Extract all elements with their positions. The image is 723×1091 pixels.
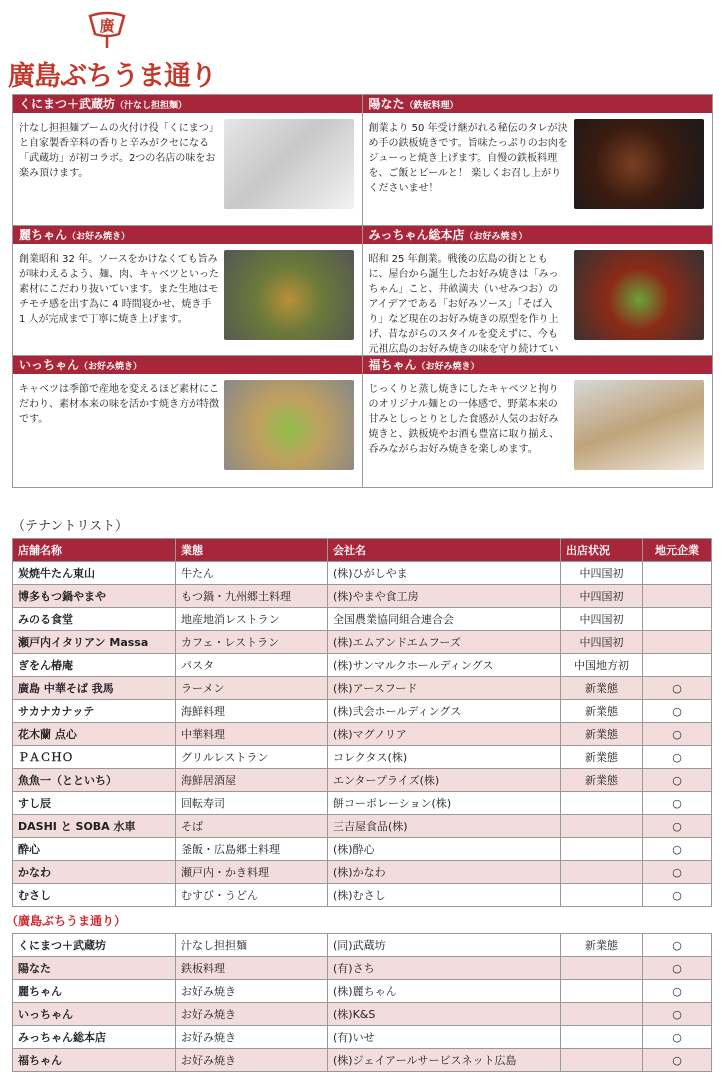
table-row — [13, 677, 712, 700]
table-header-row — [13, 539, 712, 562]
logo — [8, 8, 216, 92]
table-row — [13, 723, 712, 746]
cell-shop-name: むさし — [13, 884, 176, 907]
cell-shop-name: 炭焼牛たん東山 — [13, 562, 176, 585]
cell-category: 回転寿司 — [176, 792, 328, 815]
header-company: 会社名 — [328, 539, 561, 562]
cell-shop-name: 瀬戸内イタリアン Massa — [13, 631, 176, 654]
table-row — [13, 1049, 712, 1072]
table-row — [13, 884, 712, 907]
shop-header — [363, 226, 713, 244]
shop-card — [13, 226, 363, 357]
cell-category: 汁なし担担麺 — [176, 934, 328, 957]
cell-company: (株)酔心 — [328, 838, 561, 861]
cell-company: 全国農業協同組合連合会 — [328, 608, 561, 631]
cell-shop-name: DASHI と SOBA 水車 — [13, 815, 176, 838]
cell-local: ○ — [643, 792, 712, 815]
shop-description: じっくりと蒸し焼きにしたキャベツと拘りのオリジナル麺との一体感で、野菜本来の甘みとしっとりとした食感が人気のお好み焼きと、鉄板焼やお酒も豊富に取り揃え、呑みながらお好み焼きを楽しめます。 — [368, 384, 560, 456]
shop-name: 福ちゃん — [368, 358, 417, 373]
cell-local: ○ — [643, 934, 712, 957]
cell-local: ○ — [643, 677, 712, 700]
shop-description: キャベツは季節で産地を変えるほど素材にこだわり、素材本来の味を活かす焼き方が特徴です。 — [19, 384, 219, 426]
cell-status: 新業態 — [561, 700, 643, 723]
cell-company: (株)麗ちゃん — [328, 980, 561, 1003]
shop-description: 汁なし担担麺ブームの火付け役「くにまつ」と自家製香辛料の香りと辛みがクセになる「武蔵坊」が初コラボ。2つの名店の味をお楽み頂けます。 — [19, 123, 219, 179]
cell-category: パスタ — [176, 654, 328, 677]
table-row — [13, 861, 712, 884]
table-row — [13, 1003, 712, 1026]
cell-company: (株)やまや食工房 — [328, 585, 561, 608]
cell-category: お好み焼き — [176, 1049, 328, 1072]
tenant-list-title: （テナントリスト） — [12, 519, 129, 534]
cell-status: 新業態 — [561, 769, 643, 792]
cell-local — [643, 608, 712, 631]
cell-company: (株)マグノリア — [328, 723, 561, 746]
table-row — [13, 700, 712, 723]
shop-card — [13, 356, 363, 487]
shop-card — [363, 226, 713, 357]
shop-name: みっちゃん総本店 — [368, 227, 465, 242]
cell-company: (株)サンマルクホールディングス — [328, 654, 561, 677]
shop-photo-okonomiyaki — [574, 250, 704, 340]
cell-shop-name: 廣島 中華そば 我馬 — [13, 677, 176, 700]
cell-shop-name: ぎをん椿庵 — [13, 654, 176, 677]
cell-company: (株)K&S — [328, 1003, 561, 1026]
cell-status: 中四国初 — [561, 608, 643, 631]
table-row — [13, 1026, 712, 1049]
shop-header — [13, 356, 362, 374]
cell-status — [561, 792, 643, 815]
cell-local: ○ — [643, 838, 712, 861]
cell-category: 牛たん — [176, 562, 328, 585]
cell-shop-name: ＰＡＣＨＯ — [13, 746, 176, 769]
shop-category: （汁なし担担麺） — [115, 101, 188, 111]
cell-status: 中四国初 — [561, 585, 643, 608]
table-row — [13, 957, 712, 980]
header-shop-name: 店舗名称 — [13, 539, 176, 562]
logo-emblem-char: 廣 — [99, 17, 115, 35]
shop-photo-restaurant-counter — [574, 380, 704, 470]
cell-status — [561, 838, 643, 861]
cell-shop-name: 陽なた — [13, 957, 176, 980]
cell-status: 新業態 — [561, 934, 643, 957]
cell-shop-name: すし辰 — [13, 792, 176, 815]
shop-photo-okonomiyaki — [224, 380, 354, 470]
cell-company: (株)かなわ — [328, 861, 561, 884]
table-row — [13, 562, 712, 585]
shop-header — [363, 356, 713, 374]
shop-card — [363, 95, 713, 226]
logo-title: 廣島ぶちうま通り — [8, 61, 216, 92]
shop-photo-steak — [574, 119, 704, 209]
table-row — [13, 838, 712, 861]
cell-category: 釜飯・広島郷土料理 — [176, 838, 328, 861]
cell-company: 三吉屋食品(株) — [328, 815, 561, 838]
cell-company: エンタープライズ(株) — [328, 769, 561, 792]
shop-grid — [12, 94, 713, 488]
shop-header — [13, 95, 362, 113]
header-status: 出店状況 — [561, 539, 643, 562]
shop-header — [363, 95, 713, 113]
table-row — [13, 769, 712, 792]
cell-local: ○ — [643, 957, 712, 980]
cell-company: (株)ひがしやま — [328, 562, 561, 585]
cell-shop-name: 麗ちゃん — [13, 980, 176, 1003]
cell-shop-name: みのる食堂 — [13, 608, 176, 631]
cell-local: ○ — [643, 700, 712, 723]
cell-category: もつ鍋・九州郷土料理 — [176, 585, 328, 608]
shop-card — [363, 356, 713, 487]
cell-company: 餅コーポレーション(株) — [328, 792, 561, 815]
cell-local: ○ — [643, 884, 712, 907]
table-row — [13, 654, 712, 677]
cell-shop-name: くにまつ＋武蔵坊 — [13, 934, 176, 957]
shop-photo-okonomiyaki — [224, 250, 354, 340]
shop-description: 創業より 50 年受け継がれる秘伝のタレが決め手の鉄板焼きです。旨味たっぷりのお肉をジューっと焼き上げます。自慢の鉄板料理を、ご飯とビールと！ 楽しくお召し上がりくださいませ！ — [368, 123, 568, 194]
header-category: 業態 — [176, 539, 328, 562]
cell-category: そば — [176, 815, 328, 838]
table-row — [13, 934, 712, 957]
cell-category: カフェ・レストラン — [176, 631, 328, 654]
cell-status — [561, 957, 643, 980]
cell-company: (株)むさし — [328, 884, 561, 907]
cell-shop-name: 魚魚一（とといち） — [13, 769, 176, 792]
cell-status — [561, 861, 643, 884]
table-row — [13, 815, 712, 838]
cell-status: 新業態 — [561, 723, 643, 746]
cell-company: (株)弐会ホールディングス — [328, 700, 561, 723]
cell-company: (株)ジェイアールサービスネット広島 — [328, 1049, 561, 1072]
cell-local: ○ — [643, 815, 712, 838]
tenant-table — [12, 538, 712, 907]
shop-card — [13, 95, 363, 226]
cell-status — [561, 980, 643, 1003]
logo-emblem-icon — [86, 8, 128, 50]
cell-shop-name: 博多もつ鍋やまや — [13, 585, 176, 608]
cell-local: ○ — [643, 769, 712, 792]
shop-category: （鉄板料理） — [404, 101, 459, 111]
shop-description: 創業昭和 32 年。ソースをかけなくても旨みが味わえるよう、麺、肉、キャベツといった素材にこだわり抜いています。また生地はモチモチ感を出す為に 4 時間寝かせ、焼き手 1 人が完成まで丁寧に焼き上げます。 — [19, 253, 219, 325]
table-row — [13, 585, 712, 608]
cell-local — [643, 654, 712, 677]
table-row — [13, 608, 712, 631]
shop-category: （お好み焼き） — [464, 231, 528, 242]
table-row — [13, 792, 712, 815]
cell-status — [561, 1026, 643, 1049]
cell-status: 中四国初 — [561, 562, 643, 585]
shop-name: いっちゃん — [19, 358, 80, 373]
table-row — [13, 980, 712, 1003]
cell-status: 中国地方初 — [561, 654, 643, 677]
shop-name: 麗ちゃん — [19, 227, 68, 242]
cell-status: 中四国初 — [561, 631, 643, 654]
cell-status: 新業態 — [561, 677, 643, 700]
cell-category: 瀬戸内・かき料理 — [176, 861, 328, 884]
shop-photo-store-front — [224, 119, 354, 209]
buchiuma-list-title: （廣島ぶちうま通り） — [6, 914, 127, 928]
cell-category: 鉄板料理 — [176, 957, 328, 980]
shop-category: （お好み焼き） — [416, 362, 480, 373]
cell-category: お好み焼き — [176, 1003, 328, 1026]
cell-shop-name: いっちゃん — [13, 1003, 176, 1026]
shop-header — [13, 226, 362, 244]
shop-category: （お好み焼き） — [67, 231, 131, 242]
table-row — [13, 631, 712, 654]
buchiuma-table — [12, 933, 712, 1072]
cell-category: お好み焼き — [176, 1026, 328, 1049]
cell-local — [643, 585, 712, 608]
cell-shop-name: 福ちゃん — [13, 1049, 176, 1072]
cell-company: (有)いせ — [328, 1026, 561, 1049]
cell-local — [643, 631, 712, 654]
cell-category: お好み焼き — [176, 980, 328, 1003]
cell-status — [561, 815, 643, 838]
cell-status — [561, 1049, 643, 1072]
cell-company: (同)武蔵坊 — [328, 934, 561, 957]
cell-category: 地産地消レストラン — [176, 608, 328, 631]
cell-category: 海鮮居酒屋 — [176, 769, 328, 792]
cell-company: コレクタス(株) — [328, 746, 561, 769]
cell-company: (有)さち — [328, 957, 561, 980]
cell-status — [561, 1003, 643, 1026]
header-local: 地元企業 — [643, 539, 712, 562]
shop-name: くにまつ＋武蔵坊 — [19, 97, 116, 111]
cell-local: ○ — [643, 723, 712, 746]
table-row — [13, 746, 712, 769]
cell-local: ○ — [643, 1049, 712, 1072]
cell-shop-name: みっちゃん総本店 — [13, 1026, 176, 1049]
cell-local: ○ — [643, 861, 712, 884]
cell-local: ○ — [643, 980, 712, 1003]
cell-shop-name: 花木蘭 点心 — [13, 723, 176, 746]
cell-local: ○ — [643, 1003, 712, 1026]
cell-category: 海鮮料理 — [176, 700, 328, 723]
shop-description: 昭和 25 年創業。戦後の広島の街とともに、屋台から誕生したお好み焼きは「みっちゃん」こと、井畝満夫（いせみつお）のアイデアである「お好みソース」「そば入り」など現在のお好み焼きの原型を作り上げ、昔ながらのスタイルを変えずに、今も元祖広島のお好み焼きの味を守り続けてい — [368, 253, 559, 355]
cell-shop-name: かなわ — [13, 861, 176, 884]
cell-category: むすび・うどん — [176, 884, 328, 907]
cell-company: (株)エムアンドエムフーズ — [328, 631, 561, 654]
cell-company: (株)アースフード — [328, 677, 561, 700]
cell-status — [561, 884, 643, 907]
cell-local: ○ — [643, 1026, 712, 1049]
cell-shop-name: サカナカナッテ — [13, 700, 176, 723]
cell-local: ○ — [643, 746, 712, 769]
cell-local — [643, 562, 712, 585]
cell-category: グリルレストラン — [176, 746, 328, 769]
shop-name: 陽なた — [368, 97, 405, 111]
cell-category: ラーメン — [176, 677, 328, 700]
cell-category: 中華料理 — [176, 723, 328, 746]
cell-shop-name: 酔心 — [13, 838, 176, 861]
shop-category: （お好み焼き） — [79, 362, 143, 373]
cell-status: 新業態 — [561, 746, 643, 769]
